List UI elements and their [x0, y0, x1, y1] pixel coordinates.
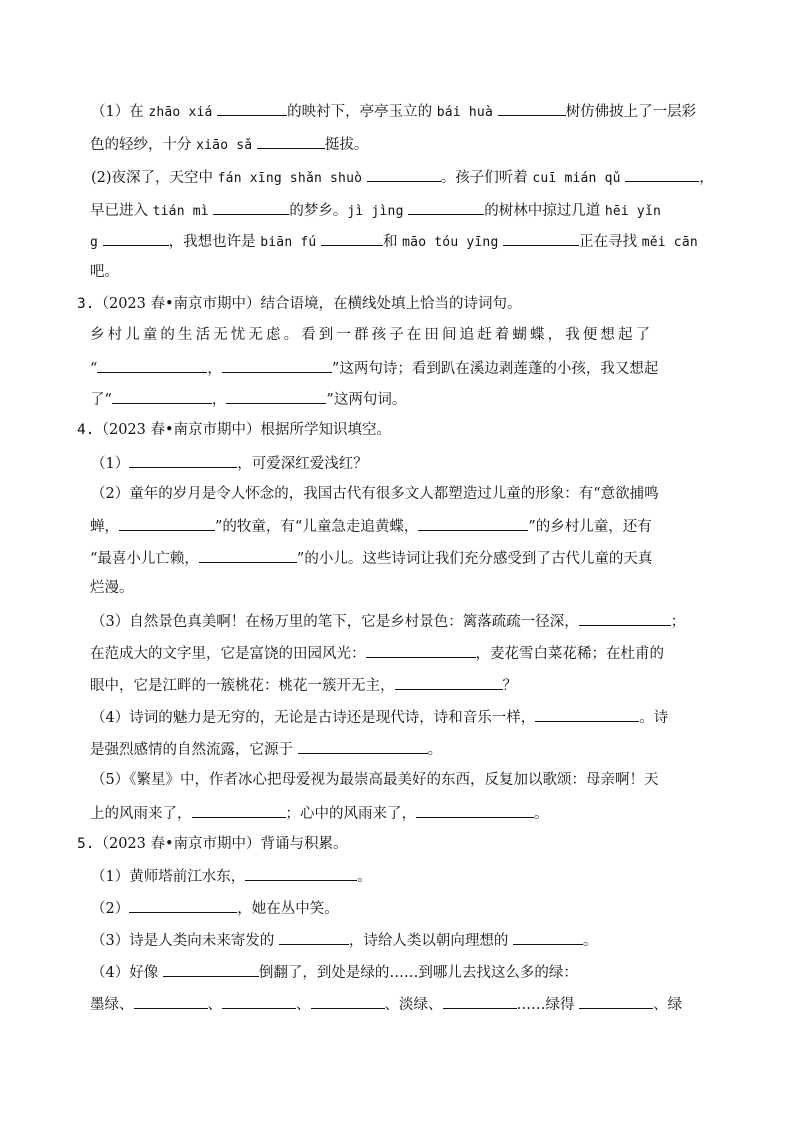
- pinyin: měi cān: [641, 235, 698, 250]
- answer-blank[interactable]: [513, 929, 583, 945]
- answer-blank[interactable]: [416, 802, 534, 818]
- text: 树仿佛披上了一层彩: [565, 104, 697, 120]
- question-source: （2023 春•南京市期中）: [94, 296, 261, 312]
- text: 、淡绿、: [384, 997, 443, 1013]
- answer-blank[interactable]: [321, 230, 383, 246]
- answer-blank[interactable]: [226, 388, 326, 404]
- text: 在范成大的文字里，它是富饶的田园风光：: [90, 646, 366, 662]
- answer-blank[interactable]: [163, 961, 259, 977]
- answer-blank[interactable]: [257, 133, 325, 149]
- q3-header: [77, 294, 709, 314]
- text: 早已进入: [90, 203, 153, 219]
- text: ，可爱深红爱浅红？: [237, 456, 368, 472]
- text: 倒翻了，到处是绿的……到哪儿去找这么多的绿：: [258, 965, 578, 981]
- text: （2）: [91, 901, 130, 917]
- text: （1）黄师塔前江水东，: [91, 869, 246, 885]
- text: （1）: [91, 456, 130, 472]
- question-source: （2023 春•南京市期中）: [94, 422, 261, 438]
- q2-p2-line1: [91, 166, 723, 189]
- text: 。诗: [639, 710, 669, 726]
- text: （5）《繁星》中，作者冰心把母爱视为最崇高最美好的东西，反复加以歌颂：母亲啊！天: [91, 772, 659, 788]
- q4-p2-line4: [90, 578, 722, 598]
- answer-blank[interactable]: [192, 802, 286, 818]
- answer-blank[interactable]: [245, 865, 357, 881]
- text: ”的乡村儿童，还有: [528, 519, 652, 535]
- text: 。: [534, 806, 549, 822]
- pinyin: māo tóu yīng: [402, 235, 499, 250]
- answer-blank[interactable]: [222, 357, 332, 373]
- q5-p1: [91, 865, 723, 887]
- text: （4）好像: [91, 965, 163, 981]
- q4-p3-line1: [91, 610, 723, 632]
- pinyin: hēi yǐn: [604, 204, 661, 219]
- pinyin: xiāo sǎ: [196, 138, 253, 153]
- answer-blank[interactable]: [213, 199, 289, 215]
- question-stem: 背诵与积累。: [260, 836, 348, 852]
- text: （2）童年的岁月是令人怀念的，我国古代有很多文人都塑造过儿童的形象：有“意欲捕鸣: [91, 486, 659, 502]
- text: ，我想也许是: [168, 234, 261, 250]
- text: 了“: [90, 392, 112, 408]
- answer-blank[interactable]: [503, 230, 579, 246]
- text: ”这两句诗；看到趴在溪边剥莲蓬的小孩，我又想起: [331, 361, 659, 377]
- question-number: 3.: [77, 296, 95, 312]
- q2-p2-line2: [90, 199, 722, 222]
- q5-p5: [90, 993, 722, 1015]
- q4-p5-line1: [91, 770, 723, 790]
- answer-blank[interactable]: [579, 993, 653, 1009]
- text: （3）自然景色真美啊！在杨万里的笔下，它是乡村景色：篱落疏疏一径深，: [91, 614, 579, 630]
- text: 的映衬下，亭亭玉立的: [287, 104, 437, 120]
- answer-blank[interactable]: [311, 993, 385, 1009]
- text: ，诗给人类以朝向理想的: [348, 933, 513, 949]
- text: 。孩子们听着: [440, 170, 533, 186]
- answer-blank[interactable]: [579, 610, 671, 626]
- answer-blank[interactable]: [443, 993, 517, 1009]
- answer-blank[interactable]: [279, 929, 349, 945]
- text: 烂漫。: [90, 580, 134, 596]
- q2-p1-line1: [91, 100, 723, 123]
- answer-blank[interactable]: [134, 993, 208, 1009]
- text: （4）诗词的魅力是无穷的，无论是古诗还是现代诗，诗和音乐一样，: [91, 710, 536, 726]
- text: 、: [296, 997, 311, 1013]
- answer-blank[interactable]: [625, 166, 699, 182]
- pinyin: g: [90, 235, 99, 250]
- answer-blank[interactable]: [298, 738, 428, 754]
- text: 正在寻找: [579, 234, 642, 250]
- text: 蝉，: [90, 519, 119, 535]
- text: 。: [427, 742, 443, 758]
- text: 。: [357, 869, 372, 885]
- text: 乡村儿童的生活无忧无虑。看到一群孩子在田间追赶着蝴蝶，我便想起了: [90, 327, 654, 343]
- q4-p3-line2: [90, 642, 722, 664]
- text: 和: [383, 234, 403, 250]
- answer-blank[interactable]: [103, 230, 169, 246]
- pinyin: cuī mián qǔ: [532, 171, 621, 186]
- answer-blank[interactable]: [217, 100, 287, 116]
- text: ，: [211, 392, 227, 408]
- q4-p2-line3: [90, 547, 722, 569]
- answer-blank[interactable]: [408, 199, 484, 215]
- answer-blank[interactable]: [199, 547, 297, 563]
- q4-p4-line1: [91, 706, 723, 728]
- answer-blank[interactable]: [119, 515, 215, 531]
- pinyin: biān fú: [260, 235, 317, 250]
- text: ”的牧童，有“儿童急走追黄蝶，: [215, 519, 419, 535]
- text: “最喜小儿亡赖，: [90, 551, 199, 567]
- q3-line2: [90, 357, 722, 379]
- q5-p3: [91, 929, 723, 951]
- text: 的梦乡。: [289, 203, 348, 219]
- q5-header: [77, 834, 709, 854]
- question-source: （2023 春•南京市期中）: [94, 836, 261, 852]
- answer-blank[interactable]: [129, 897, 237, 913]
- answer-blank[interactable]: [498, 100, 566, 116]
- text: （3）诗是人类向未来寄发的: [91, 933, 279, 949]
- text: (2)夜深了，天空中: [91, 170, 218, 186]
- q4-p4-line2: [90, 738, 722, 760]
- text: ”这两句词。: [326, 392, 407, 408]
- question-stem: 根据所学知识填空。: [260, 422, 392, 438]
- q2-p1-line2: [90, 133, 722, 156]
- answer-blank[interactable]: [222, 993, 296, 1009]
- text: ，她在丛中笑。: [237, 901, 339, 917]
- text: ”的小儿。这些诗词让我们充分感受到了古代儿童的天真: [296, 551, 653, 567]
- text: 眼中，它是江畔的一簇桃花：桃花一簇开无主，: [90, 678, 395, 694]
- pinyin: fán xīng shǎn shuò: [217, 171, 363, 186]
- question-stem: 结合语境，在横线处填上恰当的诗词句。: [260, 296, 522, 312]
- answer-blank[interactable]: [367, 166, 441, 182]
- q4-p1: [91, 452, 723, 474]
- pinyin: tián mì: [152, 204, 209, 219]
- q5-p2: [91, 897, 723, 919]
- answer-blank[interactable]: [535, 706, 639, 722]
- text: 。: [582, 933, 598, 949]
- text: 墨绿、: [90, 997, 134, 1013]
- q2-p2-line3: [90, 230, 722, 253]
- text: 色的轻纱，十分: [90, 137, 197, 153]
- text: 上的风雨来了，: [90, 806, 192, 822]
- answer-blank[interactable]: [112, 388, 212, 404]
- question-number: 4.: [77, 422, 95, 438]
- answer-blank[interactable]: [129, 452, 237, 468]
- text: 挺拔。: [324, 137, 369, 153]
- answer-blank[interactable]: [395, 674, 503, 690]
- pinyin: zhāo xiá: [148, 105, 213, 120]
- text: 、: [207, 997, 222, 1013]
- text: ？: [502, 678, 517, 694]
- answer-blank[interactable]: [97, 357, 207, 373]
- text: 、绿: [653, 997, 683, 1013]
- text: 吧。: [90, 264, 119, 280]
- text: ；心中的风雨来了，: [285, 806, 416, 822]
- q2-p2-line4: [90, 262, 722, 282]
- text: ，: [207, 361, 222, 377]
- pinyin: jì jìng: [347, 204, 404, 219]
- text: ……绿得: [516, 997, 580, 1013]
- q5-p4: [91, 961, 723, 983]
- text: ；: [670, 614, 686, 630]
- text: 是强烈感情的自然流露，它源于: [90, 742, 298, 758]
- q4-p5-line2: [90, 802, 722, 824]
- q4-p2-line1: [91, 484, 723, 504]
- text: “: [90, 361, 98, 377]
- q4-p2-line2: [90, 515, 722, 537]
- text: ，: [699, 170, 714, 186]
- text: ，麦花雪白菜花稀；在杜甫的: [475, 646, 664, 662]
- q3-line3: [90, 388, 722, 410]
- q3-line1: [90, 325, 722, 345]
- answer-blank[interactable]: [366, 642, 476, 658]
- pinyin: bái huà: [436, 105, 493, 120]
- text: （1）在: [91, 104, 149, 120]
- question-number: 5.: [77, 836, 95, 852]
- q4-p3-line3: [90, 674, 722, 696]
- q4-header: [77, 420, 709, 440]
- text: 的树林中掠过几道: [484, 203, 605, 219]
- answer-blank[interactable]: [418, 515, 528, 531]
